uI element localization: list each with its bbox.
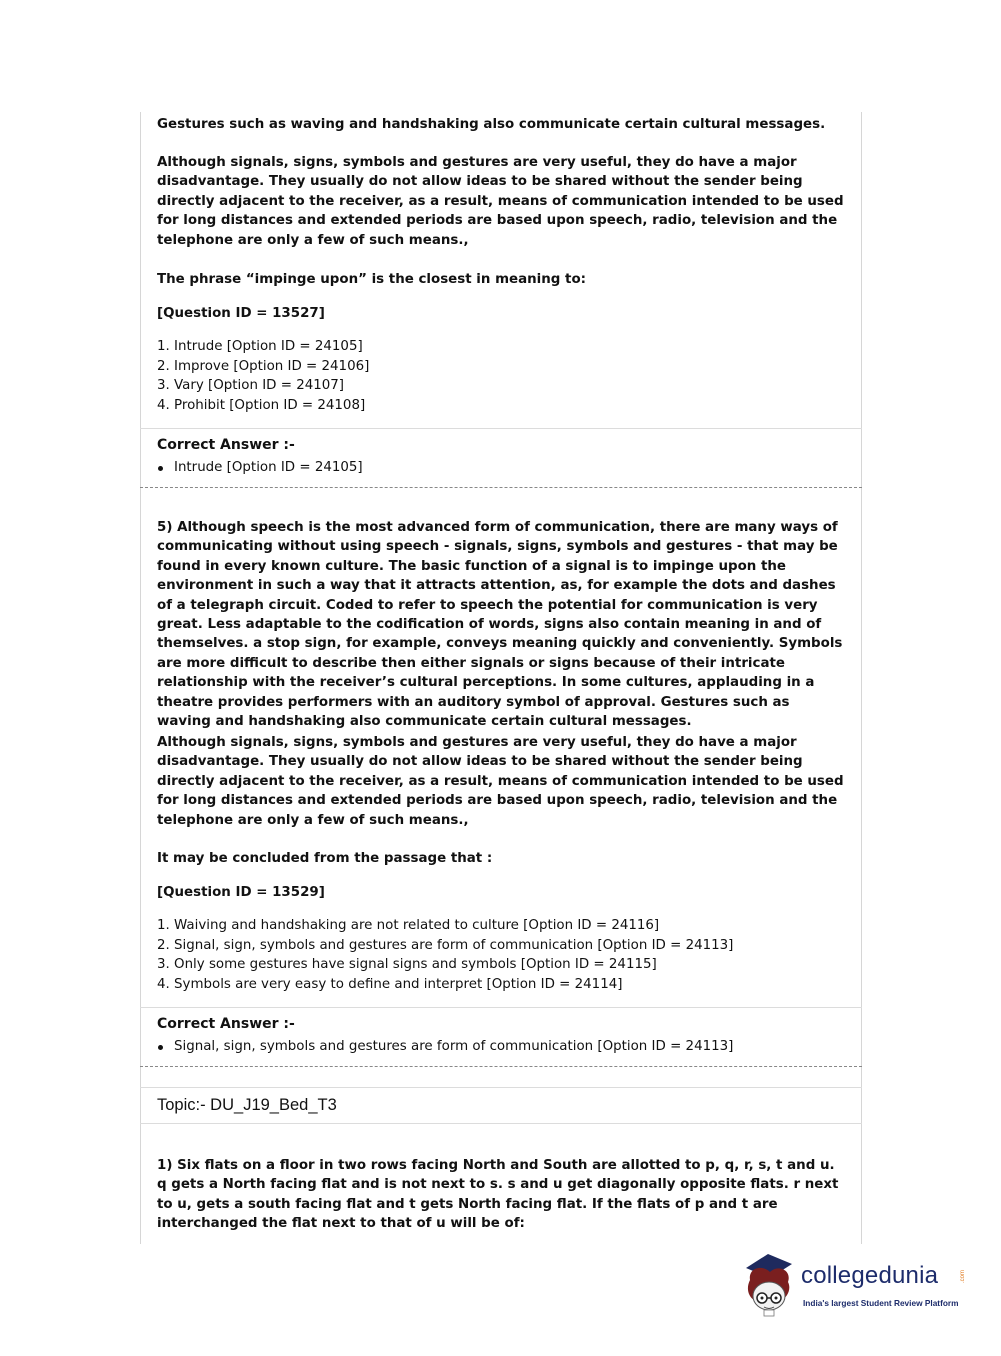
collegedunia-logo bbox=[742, 1250, 972, 1320]
option-item: 2. Signal, sign, symbols and gestures are form of communication [Option ID = 24113] bbox=[157, 937, 734, 953]
q4-options bbox=[157, 337, 847, 415]
answer-label: Correct Answer :- bbox=[157, 437, 295, 453]
q1-question-text: 1) Six flats on a floor in two rows facing North and South are allotted to p, q, r, s, t and u. q gets a North facing flat and is not next to s. s and u get diagonally opposite flats. r next to u, gets a south facing flat and t gets North facing flat. If the flats of p and t are interchanged the flat next to that of u will be of: bbox=[157, 1158, 839, 1232]
answer-label: Correct Answer :- bbox=[157, 1016, 295, 1032]
logo-suffix: .com bbox=[960, 1270, 966, 1284]
option-item: 1. Intrude [Option ID = 24105] bbox=[157, 339, 363, 354]
question-separator bbox=[140, 1066, 862, 1067]
q4-correct-answer bbox=[157, 436, 847, 477]
q4-question-id: [Question ID = 13527] bbox=[157, 306, 325, 321]
option-item: 3. Vary [Option ID = 24107] bbox=[157, 378, 345, 393]
topic-heading: Topic:- DU_J19_Bed_T3 bbox=[157, 1096, 337, 1114]
q5-disadvantage-paragraph: Although signals, signs, symbols and gestures are very useful, they do have a major disadvantage. They usually do not allow ideas to be shared without the sender being directly adjacent to the receiver, as a result, means of communication intended to be used for long distances and extended periods are based upon speech, radio, television and the telephone are only a few of such means., bbox=[157, 735, 844, 828]
divider bbox=[140, 1007, 862, 1008]
q4-gestures-line: Gestures such as waving and handshaking also communicate certain cultural messages. bbox=[157, 117, 826, 132]
q5-passage: 5) Although speech is the most advanced form of communication, there are many ways of communicating without using speech - signals, signs, symbols and gestures - that may be found in every known culture. The basic function of a signal is to impinge upon the environment in such a way that it attracts attention, as, for example the dots and dashes of a telegraph circuit. Coded to refer to speech the potential for communication is very great. Less adaptable to the codification of words, signs also contain meaning in and of themselves. a stop sign, for example, conveys meaning quickly and conveniently. Symbols are more difficult to describe then either signals or signs because of their intricate relationship with the receiver’s cultural perceptions. In some cultures, applauding in a theatre provides performers with an auditory symbol of approval. Gestures such as waving and handshaking also communicate certain cultural messages. bbox=[157, 520, 843, 730]
topic-top-border bbox=[140, 1087, 862, 1088]
divider bbox=[140, 428, 862, 429]
q5-correct-answer bbox=[157, 1015, 847, 1056]
option-item: 1. Waiving and handshaking are not related to culture [Option ID = 24116] bbox=[157, 918, 660, 933]
q5-options bbox=[157, 916, 847, 994]
option-item: 4. Symbols are very easy to define and interpret [Option ID = 24114] bbox=[157, 976, 623, 992]
answer-text: Signal, sign, symbols and gestures are form of communication [Option ID = 24113] bbox=[174, 1039, 734, 1054]
bullet-icon bbox=[158, 1045, 163, 1050]
question-separator bbox=[140, 487, 862, 488]
logo-wordmark: collegedunia bbox=[801, 1262, 939, 1289]
option-item: 4. Prohibit [Option ID = 24108] bbox=[157, 397, 366, 413]
q4-disadvantage-paragraph: Although signals, signs, symbols and gestures are very useful, they do have a major disadvantage. They usually do not allow ideas to be shared without the sender being directly adjacent to the receiver, as a result, means of communication intended to be used for long distances and extended periods are based upon speech, radio, television and the telephone are only a few of such means., bbox=[157, 155, 844, 248]
q5-prompt: It may be concluded from the passage that : bbox=[157, 851, 493, 866]
q5-question-id: [Question ID = 13529] bbox=[157, 885, 325, 900]
logo-tagline: India's largest Student Review Platform bbox=[803, 1298, 959, 1308]
option-item: 3. Only some gestures have signal signs and symbols [Option ID = 24115] bbox=[157, 957, 657, 972]
topic-bottom-border bbox=[140, 1123, 862, 1124]
q4-prompt: The phrase “impinge upon” is the closest in meaning to: bbox=[157, 272, 587, 287]
mascot-icon bbox=[742, 1250, 802, 1320]
bullet-icon bbox=[158, 466, 163, 471]
option-item: 2. Improve [Option ID = 24106] bbox=[157, 358, 370, 374]
answer-text: Intrude [Option ID = 24105] bbox=[174, 460, 363, 475]
